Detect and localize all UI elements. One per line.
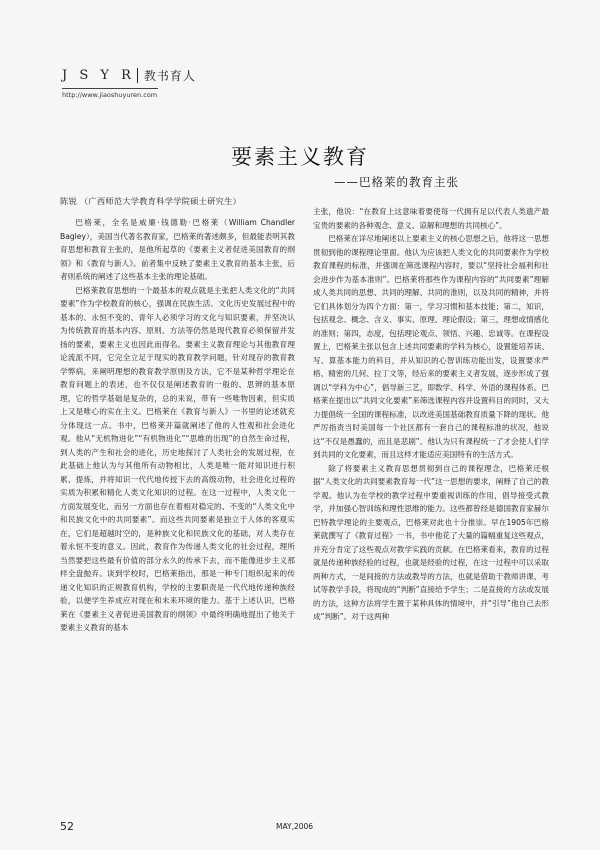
article-title: 要素主义教育 — [231, 145, 369, 169]
paragraph: 巴格莱在详尽地阐述以上要素主义的核心思想之后，他将这一思想贯彻到他的课程理论里面。他认为应该把人类文化的共同要素作为学校教育课程的标准，并强调在筛选课程内容时，要以“坚持社会福利和社会进步作为基本准则”。巴格莱将那些作为课程内容的“共同要素”理解成人类共同的思想、共同的理解、共同的准则，以及共同的精神，并将它们具体划分为四个方面：第一，学习习惯和基本技能；第二，知识，包括观念、概念、含义、事实、原理、理论假设；第三，理想或情感化的准则；第四，态度，包括理论观点、领悟、兴趣、忠诚等。在课程设置上，巴格莱主张以包含上述共同要素的学科为核心，设置能培养读、写、算基本能力的科目，并从知识的心智训练功能出发，设置要求严格、精密的几何、拉丁文等，经后来的要素主义者发展，逐步形成了强调以“学科为中心”，倡导新三艺，即数学、科学、外语的课程体系。巴格莱在提出以“共同文化要素”来筛选课程内容并设置科目的同时，又大力提倡统一全国的课程标准，以改进美国基础教育质量下降的现状。他严厉指责当时美国每一个社区都有一套自己的课程标准的状况，他说这“不仅是愚蠢的，而且是悲剧”。他认为只有课程统一了才会使人们学到共同的文化要素，而且这样才能适应美国特有的生活方式。 — [313, 234, 549, 459]
brand-chinese: 教书育人 — [143, 68, 196, 83]
journal-header — [62, 66, 302, 84]
page-number: 52 — [60, 820, 74, 833]
author-byline: 陈锐 （广西师范大学教育科学学院硕士研究生） — [60, 196, 242, 206]
right-column — [313, 205, 549, 624]
left-column — [60, 216, 295, 635]
journal-url[interactable]: http://www.jiaoshuyuren.com — [62, 91, 158, 99]
brand-latin: J S Y R — [62, 67, 135, 83]
paragraph: 主张，他说：“在教育上这意味着要使每一代拥有足以代表人类遗产最宝贵的要素的各种观念、意义、谅解和理想的共同核心”。 — [313, 207, 549, 230]
brand-divider — [137, 68, 138, 83]
paragraph: 除了将要素主义教育思想贯彻到自己的课程理念，巴格莱还根据“人类文化的共同要素教育每一代”这一思想的要求，阐释了自己的教学观。他认为在学校的教学过程中要重视训练的作用，倡导接受式教学，并加强心智训练和理性思维的能力。这些都曾经是德国教育家赫尔巴特教学理论的主要观点，巴格莱对此也十分推崇。早在1905年巴格莱就撰写了《教育过程》一书，书中他花了大量的篇幅重复这些观点，并充分肯定了这些观点对教学实践的贡献。在巴格莱看来，教育的过程就是传递种族经验的过程，也就是经验的过程，在这一过程中可以采取两种方式，一是间接的方法或教导的方法，也就是借助于教师讲课、考试等教学手段，将现成的“判断”直接给予学生；二是直接的方法或发展的方法，这种方法将学生置于某种具体的情境中，并“引导”他自己去形成“判断”。对于这两种 — [313, 463, 549, 621]
paragraph: 巴格莱教育思想的一个最基本的观点就是主张把人类文化的“共同要素”作为学校教育的核心，强调在民族生活、文化历史发展过程中的基本的、永恒不变的、青年人必须学习的文化与知识要素，并坚决认为传统教育的基本内容、原则、方法等仍然是现代教育必须保留并发扬的要素，要素主义也因此而得名。要素主义教育理论与其他教育理论流派不同，它完全立足于现实的教育教学问题，针对现存的教育教学弊病，来阐明理想的教育教学原则及方法，它不是某种哲学理论在教育问题上的表述，也不仅仅是阐述教育的一般的、思辨的基本原理，它的哲学基础是复杂的，总的来说，带有一些唯物因素，但实质上又是唯心的实在主义。巴格莱在《教育与新人》一书里的论述就充分体现这一点。书中，巴格莱开篇就阐述了他的人性观和社会进化观。他从“无机物进化”“有机物进化”“思维的出现”的自然生命过程，到人类的产生和社会的进化，历史地探讨了人类社会的发展过程，在此基础上他认为与其他所有动物相比，人类是唯一能对知识进行积累、提炼，并将知识一代代地传授下去的高级动物，社会进化过程的实质为积累和精化人类文化知识的过程。在这一过程中，人类文化一方面发展变化，而另一方面也存在着相对稳定的、不变的“人类文化中和民族文化中的共同要素”。而这些共同要素是独立于人体的客观实在，它们是超越时空的，是种族文化和民族文化的基础，对人类存在着永恒不变的意义。因此，教育作为传递人类文化的社会过程，理所当然要把这些最有价值的部分永久的传承下去，而不能像进步主义那样全盘抛弃。谈到学校时，巴格莱指出，那是一种专门组织起来的传递文化知识的正规教育机构，学校的主要职责是一代代地传递种族经验，以便学生养成应对现在和未来环境的能力。基于上述认识，巴格莱在《要素主义者促进美国教育的纲领》中最终明确地提出了他关于要素主义教育的基本 — [60, 285, 295, 632]
issue-date: MAY,2006 — [276, 822, 314, 831]
paragraph: 巴格莱，全名是威廉·钱德勒·巴格莱（William Chandler Bagley），美国当代著名教育家，巴格莱的著述颇多，但最能表明其教育思想和教育主张的，是他所起草的《要素主义者促进美国教育的纲领》和《教育与新人》。前者集中反映了要素主义教育的基本主张，后者则系统的阐述了这些基本主张的理论基础。 — [60, 218, 295, 281]
header-rule — [62, 88, 158, 89]
journal-brand — [62, 66, 302, 84]
article-subtitle: ——巴格莱的教育主张 — [334, 175, 459, 189]
